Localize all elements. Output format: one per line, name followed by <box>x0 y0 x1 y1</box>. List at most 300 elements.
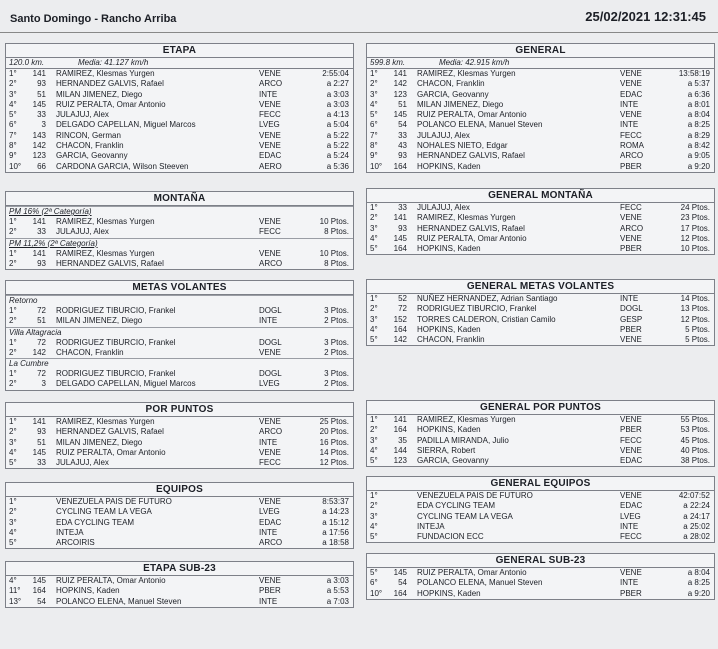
row-name: RUIZ PERALTA, Omar Antonio <box>56 576 166 585</box>
etapa-sub23-title: ETAPA SUB-23 <box>6 562 353 576</box>
row-name: HOPKINS, Kaden <box>417 588 481 598</box>
row-name: HERNANDEZ GALVIS, Rafael <box>56 79 164 89</box>
row-bib-number: 66 <box>37 161 46 171</box>
table-row <box>6 110 353 120</box>
row-position: 7° <box>370 130 378 140</box>
row-position: 1° <box>370 69 378 78</box>
row-bib-number: 33 <box>37 458 46 468</box>
row-bib-number: 54 <box>398 578 407 588</box>
row-value: a 15:12 <box>322 517 349 527</box>
row-position: 1° <box>9 306 17 315</box>
row-name: JULAJUJ, Alex <box>417 203 470 212</box>
row-team-code: INTE <box>259 316 278 326</box>
row-team-code: VENE <box>259 417 281 426</box>
row-bib-number: 33 <box>37 110 46 120</box>
table-row <box>6 518 353 528</box>
table-row <box>6 417 353 427</box>
row-team-code: VENE <box>259 69 281 78</box>
metas-group-rows <box>6 306 353 327</box>
row-bib-number: 3 <box>41 379 46 389</box>
row-value: 45 Ptos. <box>680 435 710 445</box>
row-value: a 6:36 <box>687 89 710 99</box>
row-name: RUIZ PERALTA, Omar Antonio <box>56 447 166 457</box>
row-team-code: LVEG <box>259 379 280 389</box>
row-bib-number: 164 <box>393 588 407 598</box>
metas-volantes-title: METAS VOLANTES <box>6 281 353 295</box>
row-team-code: PBER <box>620 161 642 171</box>
row-position: 3° <box>370 223 378 233</box>
row-team-code: INTE <box>620 521 639 531</box>
row-value: 3 Ptos. <box>324 337 349 347</box>
equipos-rows <box>6 497 353 548</box>
row-value: 55 Ptos. <box>680 415 710 424</box>
row-value: a 25:02 <box>683 521 710 531</box>
row-name: NUÑEZ HERNANDEZ, Adrian Santiago <box>417 294 558 303</box>
row-position: 11° <box>9 586 21 596</box>
row-name: RODRIGUEZ TIBURCIO, Frankel <box>56 369 176 379</box>
row-team-code: EDAC <box>620 456 643 466</box>
table-row <box>367 446 714 456</box>
row-position: 10° <box>370 161 383 171</box>
row-position: 2° <box>370 501 378 511</box>
row-bib-number: 145 <box>32 447 46 457</box>
table-row <box>6 597 353 607</box>
row-team-code: LVEG <box>259 120 280 130</box>
row-name: RUIZ PERALTA, Omar Antonio <box>417 110 527 120</box>
table-row <box>6 217 353 227</box>
row-name: HERNANDEZ GALVIS, Rafael <box>56 258 164 268</box>
table-row <box>6 497 353 507</box>
row-name: MILAN JIMENEZ, Diego <box>56 89 143 99</box>
row-position: 1° <box>370 491 378 500</box>
row-name: EDA CYCLING TEAM <box>56 517 135 527</box>
row-team-code: EDAC <box>259 517 282 527</box>
row-position: 9° <box>370 151 378 161</box>
row-bib-number: 51 <box>37 316 46 326</box>
row-position: 1° <box>9 248 17 258</box>
general-average: Media: 42.915 km/h <box>439 58 510 67</box>
table-row <box>6 90 353 100</box>
row-bib-number: 141 <box>393 415 407 424</box>
row-name: SIERRA, Robert <box>417 445 476 455</box>
row-bib-number: 54 <box>398 120 407 130</box>
row-value: 16 Ptos. <box>319 437 349 447</box>
general-table <box>366 43 715 173</box>
table-row <box>367 162 714 172</box>
row-value: 38 Ptos. <box>680 456 710 466</box>
row-team-code: PBER <box>620 244 642 254</box>
row-value: a 7:03 <box>326 596 349 606</box>
row-position: 6° <box>9 120 17 130</box>
row-position: 1° <box>9 497 17 506</box>
etapa-info <box>6 58 353 69</box>
row-position: 5° <box>9 538 17 548</box>
table-row <box>6 249 353 259</box>
row-name: RAMIREZ, Klesmas Yurgen <box>417 69 516 78</box>
row-position: 10° <box>9 161 22 171</box>
row-team-code: INTE <box>620 578 639 588</box>
row-position: 1° <box>9 369 17 379</box>
row-position: 4° <box>9 447 17 457</box>
row-name: GARCIA, Geovanny <box>417 456 489 466</box>
row-name: DELGADO CAPELLAN, Miguel Marcos <box>56 379 196 389</box>
row-value: 13 Ptos. <box>680 304 710 314</box>
row-bib-number: 33 <box>37 227 46 237</box>
row-team-code: VENE <box>259 99 281 109</box>
row-bib-number: 43 <box>398 141 407 151</box>
row-bib-number: 72 <box>37 306 46 315</box>
row-value: a 17:56 <box>322 527 349 537</box>
table-row <box>6 120 353 130</box>
equipos-table <box>5 482 354 549</box>
row-position: 8° <box>370 141 378 151</box>
table-row <box>6 348 353 358</box>
row-name: MILAN JIMENEZ, Diego <box>56 316 143 326</box>
row-name: RUIZ PERALTA, Omar Antonio <box>56 99 166 109</box>
row-name: RAMIREZ, Klesmas Yurgen <box>417 213 516 223</box>
montana-group-label: PM 16% (2ª Categoría) <box>6 206 353 217</box>
row-name: GARCIA, Geovanny <box>56 151 128 161</box>
row-position: 1° <box>370 203 378 212</box>
row-team-code: VENE <box>259 447 281 457</box>
table-row <box>367 501 714 511</box>
row-position: 3° <box>9 89 17 99</box>
row-team-code: DOGL <box>259 369 282 379</box>
row-bib-number: 141 <box>393 213 407 223</box>
table-row <box>6 338 353 348</box>
table-row <box>367 578 714 588</box>
row-name: CARDONA GARCIA, Wilson Steeven <box>56 161 189 171</box>
row-name: ARCOIRIS <box>56 538 95 548</box>
row-position: 1° <box>9 69 17 78</box>
table-row <box>367 522 714 532</box>
general-metas-title: GENERAL METAS VOLANTES <box>367 280 714 294</box>
row-team-code: FECC <box>620 130 642 140</box>
row-value: a 5:24 <box>326 151 349 161</box>
table-row <box>367 512 714 522</box>
row-name: FUNDACION ECC <box>417 532 484 542</box>
row-bib-number: 51 <box>37 89 46 99</box>
row-name: EDA CYCLING TEAM <box>417 501 496 511</box>
table-row <box>367 79 714 89</box>
table-row <box>6 528 353 538</box>
row-value: a 5:53 <box>326 586 349 596</box>
row-value: a 3:03 <box>326 99 349 109</box>
etapa-table <box>5 43 354 173</box>
row-name: JULAJUJ, Alex <box>417 130 470 140</box>
table-row <box>367 325 714 335</box>
row-position: 4° <box>370 324 378 334</box>
row-name: HERNANDEZ GALVIS, Rafael <box>56 427 164 437</box>
row-position: 3° <box>370 314 378 324</box>
row-bib-number: 164 <box>393 425 407 435</box>
row-position: 7° <box>9 130 17 140</box>
row-value: a 14:23 <box>322 507 349 517</box>
row-value: a 8:42 <box>687 141 710 151</box>
row-position: 6° <box>370 120 378 130</box>
table-row <box>6 438 353 448</box>
etapa-distance: 120.0 km. <box>9 58 45 67</box>
row-team-code: ARCO <box>259 79 283 89</box>
row-position: 3° <box>370 435 378 445</box>
row-bib-number: 141 <box>393 69 407 78</box>
table-row <box>367 436 714 446</box>
etapa-title: ETAPA <box>6 44 353 58</box>
row-name: CHACON, Franklin <box>417 79 485 89</box>
row-bib-number: 164 <box>393 244 407 254</box>
row-team-code: DOGL <box>259 337 282 347</box>
row-position: 1° <box>9 217 17 226</box>
row-team-code: PBER <box>620 425 642 435</box>
row-value: a 5:36 <box>326 161 349 171</box>
row-bib-number: 145 <box>393 110 407 120</box>
row-team-code: AERO <box>259 161 282 171</box>
table-row <box>6 448 353 458</box>
row-team-code: INTE <box>620 294 639 303</box>
row-value: a 5:04 <box>326 120 349 130</box>
row-team-code: LVEG <box>620 511 641 521</box>
row-name: NOHALES NIETO, Edgar <box>417 141 508 151</box>
row-value: 5 Ptos. <box>685 335 710 345</box>
row-position: 5° <box>9 110 17 120</box>
row-bib-number: 93 <box>37 79 46 89</box>
row-team-code: ARCO <box>259 258 283 268</box>
row-bib-number: 141 <box>32 69 46 78</box>
row-value: 13:58:19 <box>678 69 710 78</box>
row-name: RAMIREZ, Klesmas Yurgen <box>56 217 155 226</box>
row-position: 1° <box>370 415 378 424</box>
row-bib-number: 93 <box>37 258 46 268</box>
row-position: 4° <box>9 576 17 585</box>
equipos-title: EQUIPOS <box>6 483 353 497</box>
row-team-code: INTE <box>259 89 278 99</box>
table-row <box>6 131 353 141</box>
table-row <box>6 458 353 468</box>
row-value: a 5:37 <box>687 79 710 89</box>
row-team-code: INTE <box>620 120 639 130</box>
general-sub23-title: GENERAL SUB-23 <box>367 554 714 568</box>
table-row <box>367 456 714 466</box>
row-position: 9° <box>9 151 17 161</box>
row-team-code: LVEG <box>259 507 280 517</box>
montana-title: MONTAÑA <box>6 192 353 206</box>
row-value: 17 Ptos. <box>680 223 710 233</box>
table-row <box>367 213 714 223</box>
row-bib-number: 145 <box>393 233 407 243</box>
row-team-code: ARCO <box>620 151 644 161</box>
row-bib-number: 52 <box>398 294 407 303</box>
row-bib-number: 72 <box>37 369 46 379</box>
row-name: TORRES CALDERON, Cristian Camilo <box>417 314 556 324</box>
row-bib-number: 93 <box>398 223 407 233</box>
row-value: a 8:29 <box>687 130 710 140</box>
row-name: RAMIREZ, Klesmas Yurgen <box>56 248 155 258</box>
table-row <box>367 100 714 110</box>
row-team-code: VENE <box>259 141 281 151</box>
row-name: INTEJA <box>417 521 445 531</box>
row-value: a 8:25 <box>687 578 710 588</box>
table-row <box>6 227 353 237</box>
row-value: a 9:20 <box>687 588 710 598</box>
row-value: 14 Ptos. <box>680 294 710 303</box>
table-row <box>6 586 353 596</box>
row-position: 5° <box>9 458 17 468</box>
row-team-code: ROMA <box>620 141 644 151</box>
table-row <box>367 203 714 213</box>
row-team-code: VENE <box>259 248 281 258</box>
general-distance: 599.8 km. <box>370 58 406 67</box>
row-team-code: FECC <box>620 435 642 445</box>
row-team-code: GESP <box>620 314 643 324</box>
row-team-code: ARCO <box>620 223 644 233</box>
row-team-code: INTE <box>259 437 278 447</box>
row-value: a 5:22 <box>326 141 349 151</box>
general-equipos-table <box>366 476 715 543</box>
general-equipos-title: GENERAL EQUIPOS <box>367 477 714 491</box>
row-team-code: VENE <box>620 79 642 89</box>
row-name: JULAJUJ, Alex <box>56 110 109 120</box>
row-name: VENEZUELA PAIS DE FUTURO <box>417 491 533 500</box>
row-position: 1° <box>9 417 17 426</box>
general-sub23-table <box>366 553 715 600</box>
row-position: 3° <box>9 517 17 527</box>
row-bib-number: 142 <box>393 79 407 89</box>
row-bib-number: 123 <box>393 456 407 466</box>
race-title: Santo Domingo - Rancho Arriba <box>10 13 177 25</box>
row-team-code: EDAC <box>620 501 643 511</box>
row-position: 4° <box>370 99 378 109</box>
table-row <box>367 532 714 542</box>
table-row <box>6 79 353 89</box>
row-team-code: ARCO <box>259 538 283 548</box>
row-value: a 24:17 <box>683 511 710 521</box>
row-team-code: EDAC <box>259 151 282 161</box>
row-position: 3° <box>9 437 17 447</box>
row-position: 3° <box>370 511 378 521</box>
por-puntos-rows <box>6 417 353 468</box>
row-bib-number: 142 <box>32 347 46 357</box>
row-bib-number: 35 <box>398 435 407 445</box>
row-team-code: VENE <box>620 335 642 345</box>
row-value: 42:07:52 <box>678 491 710 500</box>
table-row <box>367 491 714 501</box>
row-team-code: VENE <box>620 568 642 577</box>
table-row <box>367 415 714 425</box>
row-value: 10 Ptos. <box>319 248 349 258</box>
table-row <box>367 304 714 314</box>
etapa-rows <box>6 69 353 172</box>
row-team-code: PBER <box>620 588 642 598</box>
row-position: 2° <box>9 227 17 237</box>
row-value: a 4:13 <box>326 110 349 120</box>
table-row <box>367 234 714 244</box>
row-bib-number: 123 <box>393 89 407 99</box>
row-name: CHACON, Franklin <box>417 335 485 345</box>
row-value: a 9:05 <box>687 151 710 161</box>
row-value: a 8:04 <box>687 110 710 120</box>
montana-group-rows <box>6 249 353 270</box>
row-bib-number: 72 <box>398 304 407 314</box>
row-position: 2° <box>370 304 378 314</box>
row-value: 12 Ptos. <box>680 233 710 243</box>
row-value: a 8:25 <box>687 120 710 130</box>
row-team-code: VENE <box>620 491 642 500</box>
row-value: 8 Ptos. <box>324 258 349 268</box>
metas-group-rows <box>6 369 353 390</box>
montana-group-label: PM 11,2% (2ª Categoría) <box>6 238 353 249</box>
row-bib-number: 164 <box>393 161 407 171</box>
row-name: POLANCO ELENA, Manuel Steven <box>417 578 543 588</box>
row-team-code: VENE <box>620 415 642 424</box>
row-value: 5 Ptos. <box>685 324 710 334</box>
row-value: a 2:27 <box>326 79 349 89</box>
row-name: HERNANDEZ GALVIS, Rafael <box>417 223 525 233</box>
row-name: RODRIGUEZ TIBURCIO, Frankel <box>56 337 176 347</box>
table-row <box>6 576 353 586</box>
row-position: 2° <box>9 507 17 517</box>
table-row <box>6 100 353 110</box>
general-rows <box>367 69 714 172</box>
row-position: 8° <box>9 141 17 151</box>
row-name: JULAJUJ, Alex <box>56 227 109 237</box>
row-position: 2° <box>9 347 17 357</box>
row-team-code: FECC <box>259 227 281 237</box>
row-position: 5° <box>370 532 378 542</box>
row-team-code: FECC <box>620 532 642 542</box>
metas-group-label: Retorno <box>6 295 353 306</box>
row-position: 2° <box>9 258 17 268</box>
table-row <box>367 110 714 120</box>
table-row <box>367 69 714 79</box>
row-position: 2° <box>370 213 378 223</box>
row-bib-number: 145 <box>32 99 46 109</box>
row-value: a 3:03 <box>326 89 349 99</box>
row-name: RAMIREZ, Klesmas Yurgen <box>417 415 516 424</box>
general-info <box>367 58 714 69</box>
row-position: 4° <box>370 233 378 243</box>
row-name: RAMIREZ, Klesmas Yurgen <box>56 417 155 426</box>
row-bib-number: 143 <box>32 130 46 140</box>
general-montana-title: GENERAL MONTAÑA <box>367 189 714 203</box>
row-position: 4° <box>370 445 378 455</box>
metas-group-label: Villa Altagracia <box>6 327 353 338</box>
row-team-code: DOGL <box>259 306 282 315</box>
table-row <box>6 427 353 437</box>
etapa-average: Media: 41.127 km/h <box>78 58 149 67</box>
row-position: 1° <box>370 294 378 303</box>
table-row <box>367 224 714 234</box>
general-montana-table <box>366 188 715 255</box>
row-value: a 3:03 <box>326 576 349 585</box>
row-position: 2° <box>370 425 378 435</box>
row-name: RUIZ PERALTA, Omar Antonio <box>417 233 527 243</box>
row-value: 3 Ptos. <box>324 369 349 379</box>
row-team-code: VENE <box>620 233 642 243</box>
table-row <box>6 369 353 379</box>
row-bib-number: 54 <box>37 596 46 606</box>
row-name: RAMIREZ, Klesmas Yurgen <box>56 69 155 78</box>
report-datetime: 25/02/2021 12:31:45 <box>585 9 706 24</box>
row-name: HOPKINS, Kaden <box>417 425 481 435</box>
row-position: 10° <box>370 588 383 598</box>
row-value: 40 Ptos. <box>680 445 710 455</box>
por-puntos-table <box>5 402 354 469</box>
row-name: DELGADO CAPELLAN, Miguel Marcos <box>56 120 196 130</box>
row-position: 2° <box>9 379 17 389</box>
etapa-sub23-table <box>5 561 354 608</box>
row-team-code: FECC <box>259 458 281 468</box>
general-puntos-table <box>366 400 715 467</box>
